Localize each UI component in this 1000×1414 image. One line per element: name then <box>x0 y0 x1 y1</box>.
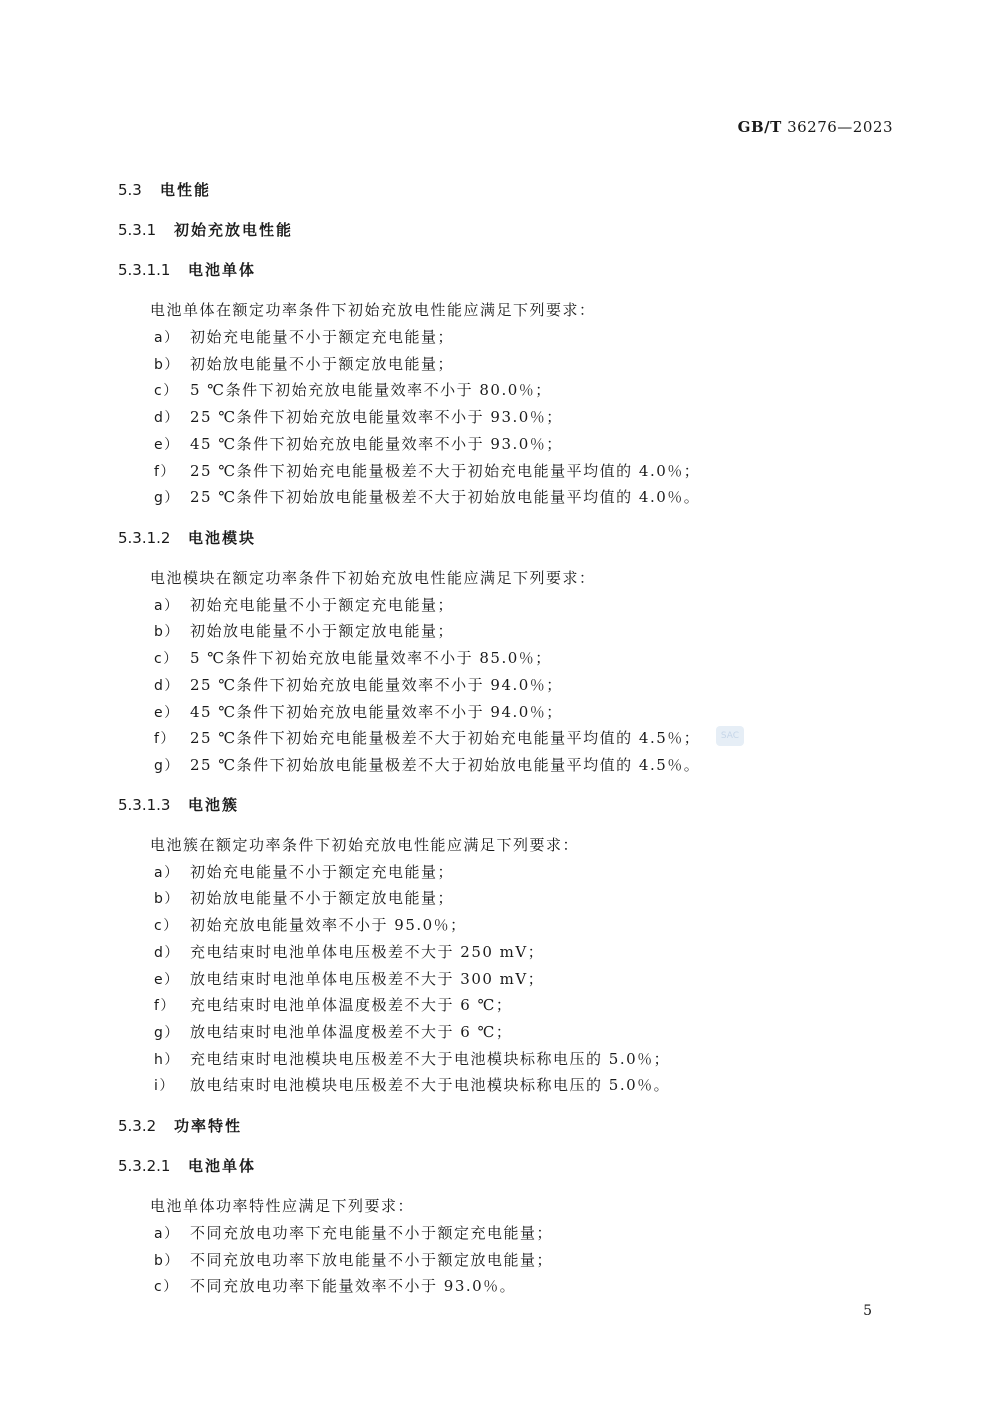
section-heading-5-3-2-1: 5.3.2.1 电池单体 <box>118 1157 257 1175</box>
section-heading-5-3-1: 5.3.1 初始充放电性能 <box>118 221 294 239</box>
list-item: g） 25 ℃条件下初始放电能量极差不大于初始放电能量平均值的 4.5％。 <box>154 756 701 774</box>
section-heading-5-3-1-2: 5.3.1.2 电池模块 <box>118 529 257 547</box>
list-item: a） 不同充放电功率下充电能量不小于额定充电能量； <box>154 1224 554 1242</box>
list-item: b） 不同充放电功率下放电能量不小于额定放电能量； <box>154 1251 554 1269</box>
list-item: c） 5 ℃条件下初始充放电能量效率不小于 85.0％； <box>154 649 552 667</box>
list-item: c） 5 ℃条件下初始充放电能量效率不小于 80.0％； <box>154 381 552 399</box>
list-item: e） 45 ℃条件下初始充放电能量效率不小于 94.0％； <box>154 703 563 721</box>
section-heading-5-3-2: 5.3.2 功率特性 <box>118 1117 243 1135</box>
standard-code <box>738 118 893 136</box>
list-item: d） 25 ℃条件下初始充放电能量效率不小于 94.0％； <box>154 676 563 694</box>
section-heading-5-3: 5.3 电性能 <box>118 181 212 199</box>
list-item: c） 不同充放电功率下能量效率不小于 93.0％。 <box>154 1277 517 1295</box>
list-item: a） 初始充电能量不小于额定充电能量； <box>154 328 455 346</box>
paragraph-intro: 电池模块在额定功率条件下初始充放电性能应满足下列要求： <box>150 569 596 587</box>
list-item: i） 放电结束时电池模块电压极差不大于电池模块标称电压的 5.0％。 <box>154 1076 671 1094</box>
list-item: f） 充电结束时电池单体温度极差不大于 6 ℃； <box>154 996 513 1014</box>
paragraph-intro: 电池单体功率特性应满足下列要求： <box>150 1197 415 1215</box>
list-item: b） 初始放电能量不小于额定放电能量； <box>154 889 455 907</box>
list-item: g） 25 ℃条件下初始放电能量极差不大于初始放电能量平均值的 4.0％。 <box>154 488 701 506</box>
list-item: h） 充电结束时电池模块电压极差不大于电池模块标称电压的 5.0％； <box>154 1050 671 1068</box>
page-number: 5 <box>863 1303 872 1319</box>
list-item: f） 25 ℃条件下初始充电能量极差不大于初始充电能量平均值的 4.0％； <box>154 462 701 480</box>
list-item: e） 放电结束时电池单体电压极差不大于 300 mV； <box>154 970 545 988</box>
paragraph-intro: 电池簇在额定功率条件下初始充放电性能应满足下列要求： <box>150 836 580 854</box>
section-heading-5-3-1-1: 5.3.1.1 电池单体 <box>118 261 257 279</box>
list-item: b） 初始放电能量不小于额定放电能量； <box>154 622 455 640</box>
watermark-logo: SAC <box>716 726 744 746</box>
list-item: e） 45 ℃条件下初始充放电能量效率不小于 93.0％； <box>154 435 563 453</box>
section-heading-5-3-1-3: 5.3.1.3 电池簇 <box>118 796 240 814</box>
list-item: d） 充电结束时电池单体电压极差不大于 250 mV； <box>154 943 545 961</box>
standard-prefix: GB/T <box>737 118 782 136</box>
list-item: b） 初始放电能量不小于额定放电能量； <box>154 355 455 373</box>
paragraph-intro: 电池单体在额定功率条件下初始充放电性能应满足下列要求： <box>150 301 596 319</box>
list-item: a） 初始充电能量不小于额定充电能量； <box>154 596 455 614</box>
standard-number: 36276—2023 <box>787 118 893 136</box>
list-item: f） 25 ℃条件下初始充电能量极差不大于初始充电能量平均值的 4.5％； <box>154 729 701 747</box>
list-item: d） 25 ℃条件下初始充放电能量效率不小于 93.0％； <box>154 408 563 426</box>
list-item: c） 初始充放电能量效率不小于 95.0％； <box>154 916 467 934</box>
list-item: a） 初始充电能量不小于额定充电能量； <box>154 863 455 881</box>
list-item: g） 放电结束时电池单体温度极差不大于 6 ℃； <box>154 1023 513 1041</box>
